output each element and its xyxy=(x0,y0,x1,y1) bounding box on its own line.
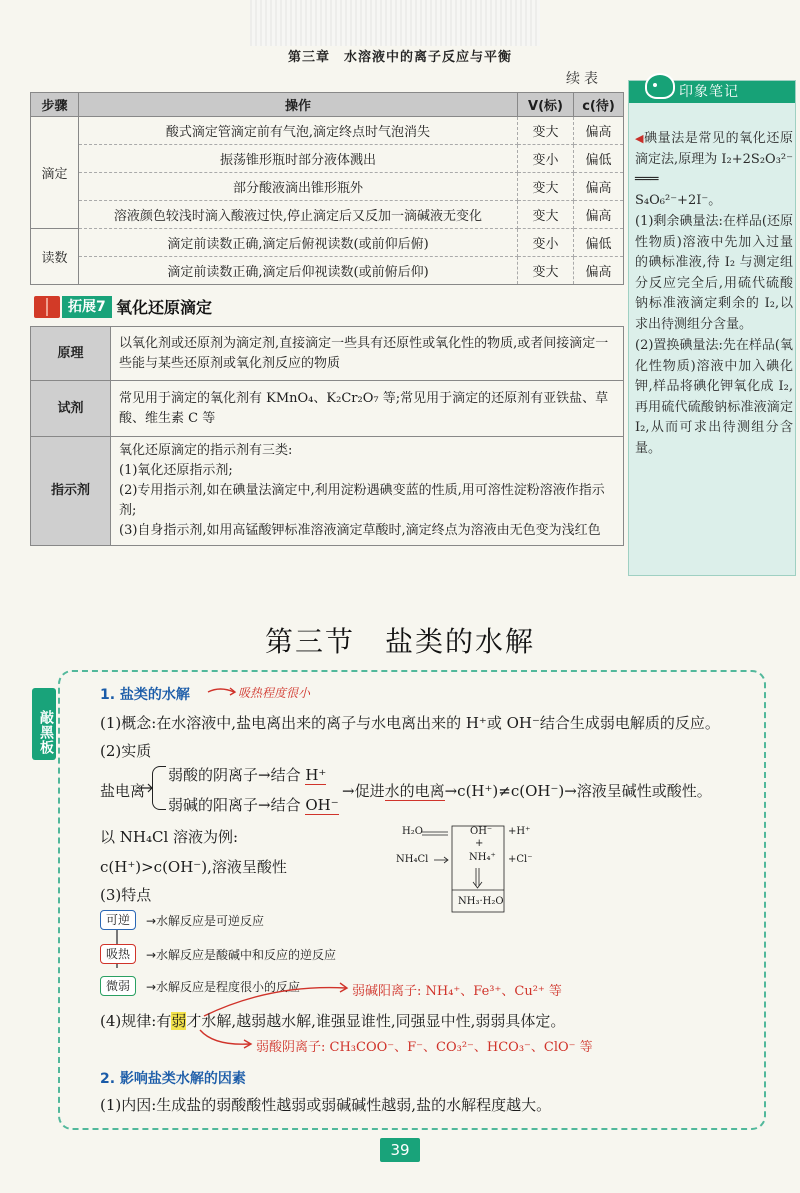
header-v: V(标) xyxy=(518,93,574,117)
internal-factor: (1)内因:生成盐的弱酸酸性越弱或弱碱碱性越弱,盐的水解程度越大。 xyxy=(100,1096,552,1114)
concept-text: (1)概念:在水溶液中,盐电离出来的离子与水电离出来的 H⁺或 OH⁻结合生成弱电解质的反应。 xyxy=(100,714,720,732)
blackboard-tab: 敲黑板 xyxy=(32,688,56,760)
side-note-body xyxy=(635,129,793,460)
promote-pre: →促进 xyxy=(342,782,385,800)
c-cell: 偏高 xyxy=(574,173,624,201)
c-cell: 偏低 xyxy=(574,145,624,173)
h-plus: H⁺ xyxy=(305,766,327,784)
operation-cell: 振荡锥形瓶时部分液体溅出 xyxy=(79,145,518,173)
table-row xyxy=(31,229,624,257)
tag-weak: 微弱 xyxy=(100,976,136,996)
v-cell: 变大 xyxy=(518,173,574,201)
row-label: 试剂 xyxy=(31,381,111,437)
side-note-intro xyxy=(635,129,793,211)
table-row xyxy=(31,117,624,145)
page-number: 39 xyxy=(380,1138,420,1162)
side-note-p1: (1)剩余碘量法:在样品(还原性物质)溶液中先加入过量的碘标准液,待 I₂ 与测定组分反应完全后,用硫代硫酸钠标准液滴定剩余的 I₂,以求出待测组分含量。 xyxy=(635,214,793,332)
table-header-row xyxy=(31,93,624,117)
v-cell: 变小 xyxy=(518,145,574,173)
operation-cell: 滴定前读数正确,滴定后仰视读数(或前俯后仰) xyxy=(79,257,518,285)
tag-endothermic: 吸热 xyxy=(100,944,136,964)
brace xyxy=(152,766,166,810)
essence-heading: (2)实质 xyxy=(100,742,152,760)
operation-cell: 部分酸液滴出锥形瓶外 xyxy=(79,173,518,201)
weak-acid-anion: 弱酸的阴离子→结合 xyxy=(168,766,306,784)
v-cell: 变大 xyxy=(518,257,574,285)
handwritten-note-weak-acid: 弱酸阴离子: CH₃COO⁻、F⁻、CO₃²⁻、HCO₃⁻、ClO⁻ 等 xyxy=(256,1040,593,1055)
example-result: c(H⁺)>c(OH⁻),溶液呈酸性 xyxy=(100,858,287,876)
row-content: 以氧化剂或还原剂为滴定剂,直接滴定一些具有还原性或氧化性的物质,或者间接滴定一些能与某些还原剂或氧化剂反应的物质 xyxy=(111,327,624,381)
rule-pre: (4)规律:有 xyxy=(100,1012,172,1030)
diagram-plus: + xyxy=(475,838,484,849)
diagram-nh4: NH₄⁺ xyxy=(469,852,496,863)
c-cell: 偏高 xyxy=(574,257,624,285)
example-label: 以 NH₄Cl 溶液为例: xyxy=(100,828,239,846)
v-cell: 变大 xyxy=(518,201,574,229)
row-content xyxy=(111,437,624,546)
eq-arrow: ═══ xyxy=(635,172,659,187)
side-note xyxy=(628,80,796,576)
oh-minus: OH⁻ xyxy=(305,796,339,814)
table-row xyxy=(31,327,624,381)
step-cell: 读数 xyxy=(31,229,79,285)
rule-line xyxy=(100,1010,565,1031)
diagram-nh4cl: NH₄Cl xyxy=(396,854,429,865)
indicator-line: (3)自身指示剂,如用高锰酸钾标准溶液滴定草酸时,滴定终点为溶液由无色变为浅红色 xyxy=(119,523,601,538)
chapter-title-text: 水溶液中的离子反应与平衡 xyxy=(344,50,513,65)
header-step: 步骤 xyxy=(31,93,79,117)
chapter-header xyxy=(0,46,800,65)
water-ionization: 水的电离 xyxy=(384,782,445,800)
weak-base-cation: 弱碱的阳离子→结合 xyxy=(168,796,306,814)
table-row xyxy=(31,257,624,285)
table-row xyxy=(31,437,624,546)
rule-post: 才水解,越弱越水解,谁强显谁性,同强显中性,弱弱具体定。 xyxy=(186,1012,566,1030)
rule-highlight: 弱 xyxy=(171,1012,187,1030)
weak-acid-anion-line xyxy=(168,764,326,785)
continued-label: 续表 xyxy=(566,71,602,87)
diagram-h: +H⁺ xyxy=(508,826,531,837)
side-note-p2: (2)置换碘量法:先在样品(氧化性物质)溶液中加入碘化钾,样品将碘化钾氧化成 I₂,再用硫代硫酸钠标准液滴定 I₂,从而可求出待测组分含量。 xyxy=(635,338,793,456)
salt-ionize-label: 盐电离 xyxy=(100,782,146,800)
c-cell: 偏高 xyxy=(574,201,624,229)
step-cell: 滴定 xyxy=(31,117,79,229)
titration-error-table xyxy=(30,92,624,285)
row-label: 原理 xyxy=(31,327,111,381)
heading-2: 2. 影响盐类水解的因素 xyxy=(100,1071,246,1087)
extension-tag: 拓展7 xyxy=(62,296,112,318)
operation-cell: 溶液颜色较浅时滴入酸液过快,停止滴定后又反加一滴碱液无变化 xyxy=(79,201,518,229)
v-cell: 变大 xyxy=(518,117,574,145)
nh4cl-hydrolysis-diagram xyxy=(396,824,546,916)
weak-base-cation-line xyxy=(168,794,339,815)
promote-post: →c(H⁺)≠c(OH⁻)→溶液呈碱性或酸性。 xyxy=(444,782,712,800)
table-row xyxy=(31,173,624,201)
tag-reversible-desc: →水解反应是可逆反应 xyxy=(146,914,265,928)
note-arrow-down xyxy=(196,1028,256,1052)
tag-endothermic-desc: →水解反应是酸碱中和反应的逆反应 xyxy=(146,948,337,962)
table-row xyxy=(31,201,624,229)
table-row xyxy=(31,145,624,173)
intro-text: 碘量法是常见的氧化还原滴定法,原理为 xyxy=(635,131,793,167)
indicator-line: (1)氧化还原指示剂; xyxy=(119,463,233,478)
v-cell: 变小 xyxy=(518,229,574,257)
diagram-cl: +Cl⁻ xyxy=(508,854,533,865)
row-label: 指示剂 xyxy=(31,437,111,546)
elephant-icon xyxy=(645,73,675,99)
tag-reversible: 可逆 xyxy=(100,910,136,930)
c-cell: 偏高 xyxy=(574,117,624,145)
heading-1: 1. 盐类的水解 xyxy=(100,687,190,703)
promote-line xyxy=(342,780,712,801)
header-operation: 操作 xyxy=(79,93,518,117)
section-title: 第三节 盐类的水解 xyxy=(264,625,535,658)
diagram-oh: OH⁻ xyxy=(470,826,493,837)
c-cell: 偏低 xyxy=(574,229,624,257)
handwritten-note-endothermic: 吸热程度很小 xyxy=(238,686,311,700)
indicator-line: (2)专用指示剂,如在碘量法滴定中,利用淀粉遇碘变蓝的性质,用可溶性淀粉溶液作指示剂; xyxy=(119,483,605,518)
eq-right: S₄O₆²⁻+2I⁻。 xyxy=(635,192,722,208)
extension-title: 氧化还原滴定 xyxy=(116,298,213,317)
diagram-nh3h2o: NH₃·H₂O xyxy=(458,896,504,907)
row-content: 常见用于滴定的氧化剂有 KMnO₄、K₂Cr₂O₇ 等;常见用于滴定的还原剂有亚铁盐、草酸、维生素 C 等 xyxy=(111,381,624,437)
triangle-icon: ◀ xyxy=(635,132,645,145)
eq-left: I₂+2S₂O₃²⁻ xyxy=(721,151,793,167)
tag-weak-desc: →水解反应是程度很小的反应 xyxy=(146,980,301,994)
side-note-title: 印象笔记 xyxy=(679,84,739,100)
indicator-line: 氧化还原滴定的指示剂有三类: xyxy=(119,443,293,458)
redox-titration-table xyxy=(30,326,624,546)
diagram-h2o: H₂O xyxy=(402,826,423,837)
handwritten-note-weak-base: 弱碱阳离子: NH₄⁺、Fe³⁺、Cu²⁺ 等 xyxy=(352,984,562,999)
header-c: c(待) xyxy=(574,93,624,117)
features-heading: (3)特点 xyxy=(100,886,152,904)
operation-cell: 酸式滴定管滴定前有气泡,滴定终点时气泡消失 xyxy=(79,117,518,145)
note-arrow xyxy=(206,686,238,698)
operation-cell: 滴定前读数正确,滴定后俯视读数(或前仰后俯) xyxy=(79,229,518,257)
side-note-header xyxy=(629,81,795,103)
chapter-number: 第三章 xyxy=(287,50,330,65)
table-row xyxy=(31,381,624,437)
book-icon xyxy=(34,296,60,318)
header-pattern xyxy=(250,0,540,46)
